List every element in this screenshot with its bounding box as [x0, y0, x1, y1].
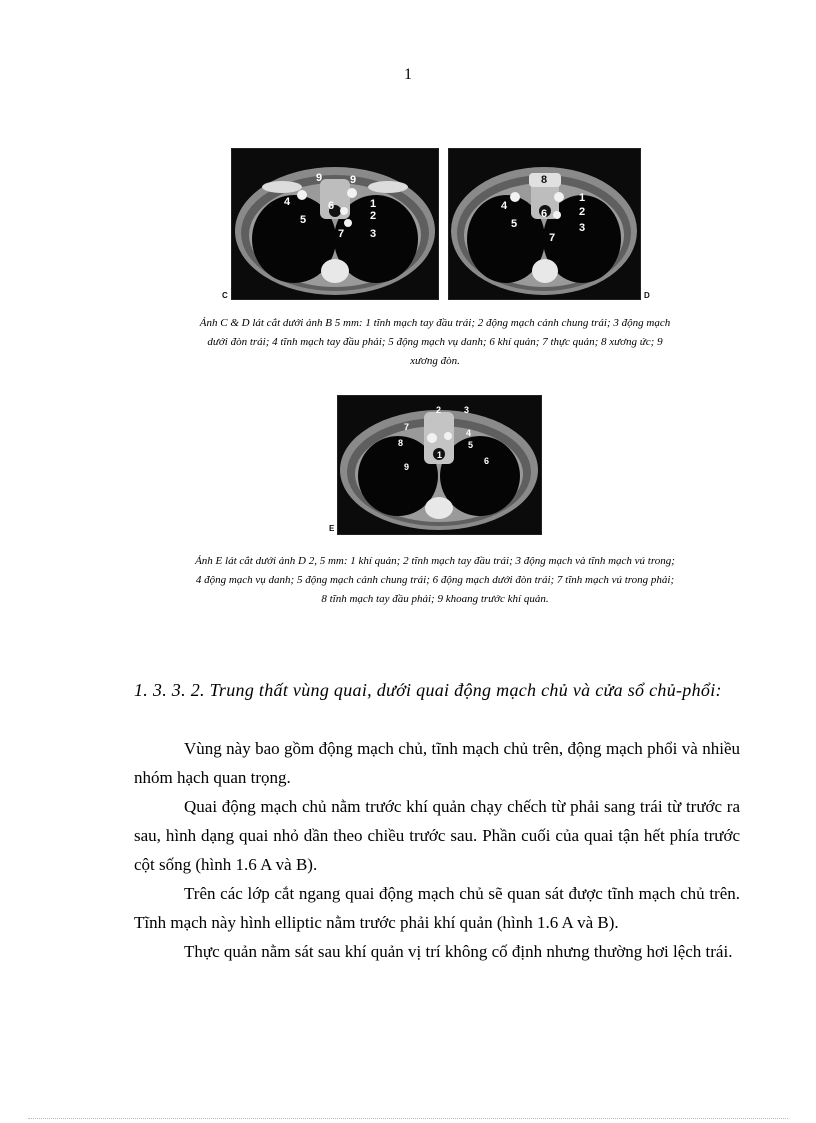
ct-label: 5: [300, 214, 307, 226]
caption-line: 4 động mạch vụ danh; 5 động mạch cảnh chung trái; 6 động mạch dưới đòn trái; 7 tĩnh mạch vú trong phải;: [195, 574, 675, 586]
paragraph: Quai động mạch chủ nằm trước khí quản chạy chếch từ phải sang trái từ trước ra sau, hình dạng quai nhỏ dần theo chiều trước sau. Phần cuối của quai tận hết phía trước cột sống (hình 1.6 A và B).: [134, 797, 740, 874]
caption-line: dưới đòn trái; 4 tĩnh mạch tay đầu phải; 5 động mạch vụ danh; 6 khí quản; 7 thực quản; 8 xương ức; 9: [207, 336, 663, 348]
ct-label: 8: [541, 174, 548, 186]
ct-label: 2: [436, 405, 442, 415]
ct-label: 5: [511, 218, 518, 230]
ct-label: 9: [350, 174, 357, 186]
ct-label: 2: [579, 206, 586, 218]
paragraph: Trên các lớp cắt ngang quai động mạch chủ sẽ quan sát được tĩnh mạch chủ trên. Tĩnh mạch này hình elliptic nằm trước phải khí quản (hình 1.6 A và B).: [134, 884, 740, 932]
caption-line: Ảnh C & D lát cắt dưới ảnh B 5 mm: 1 tĩnh mạch tay đầu trái; 2 động mạch cảnh chung trái; 3 động mạch: [199, 317, 671, 329]
caption-line: 8 tĩnh mạch tay đầu phải; 9 khoang trước khí quản.: [321, 593, 549, 605]
section-heading: 1. 3. 3. 2. Trung thất vùng quai, dưới quai động mạch chủ và cửa sổ chủ-phổi:: [134, 680, 722, 700]
panel-letter-e: E: [329, 524, 335, 533]
figure-top-caption: [130, 314, 740, 371]
panel-letter-d: D: [644, 291, 650, 300]
paragraph: Vùng này bao gồm động mạch chủ, tĩnh mạch chủ trên, động mạch phổi và nhiều nhóm hạch quan trọng.: [134, 739, 740, 787]
ct-label: 3: [464, 405, 470, 415]
ct-label: 4: [466, 428, 472, 438]
paragraph: Thực quản nằm sát sau khí quản vị trí không cố định nhưng thường hơi lệch trái.: [184, 942, 733, 961]
panel-letter-c: C: [222, 291, 228, 300]
ct-label: 2: [370, 210, 377, 222]
page-number: 1: [404, 66, 412, 83]
ct-label: 7: [404, 422, 410, 432]
caption-line: xương đòn.: [410, 355, 460, 367]
ct-label: 9: [316, 172, 323, 184]
ct-label: 4: [501, 200, 508, 212]
ct-label: 7: [338, 228, 345, 240]
ct-label: 3: [370, 228, 377, 240]
ct-label: 7: [549, 232, 556, 244]
ct-label: 1: [579, 192, 586, 204]
section-body: [134, 734, 740, 966]
ct-label: 6: [541, 208, 548, 220]
ct-label: 5: [468, 440, 474, 450]
caption-line: Ảnh E lát cắt dưới ảnh D 2, 5 mm: 1 khí quản; 2 tĩnh mạch tay đầu trái; 3 động mạch và tĩnh mạch vú trong;: [195, 555, 675, 567]
ct-label: 3: [579, 222, 586, 234]
ct-label: 6: [328, 200, 335, 212]
ct-label: 9: [404, 462, 410, 472]
ct-label: 6: [484, 456, 490, 466]
page-bottom-rule: [28, 1118, 788, 1119]
ct-label: 8: [398, 438, 404, 448]
ct-image-c: [231, 148, 439, 300]
ct-image-e: [337, 395, 542, 535]
ct-label: 1: [437, 450, 443, 460]
ct-label: 4: [284, 196, 291, 208]
ct-label: 1: [370, 198, 377, 210]
figure-bottom-caption: [120, 552, 750, 609]
ct-image-d: [448, 148, 641, 300]
